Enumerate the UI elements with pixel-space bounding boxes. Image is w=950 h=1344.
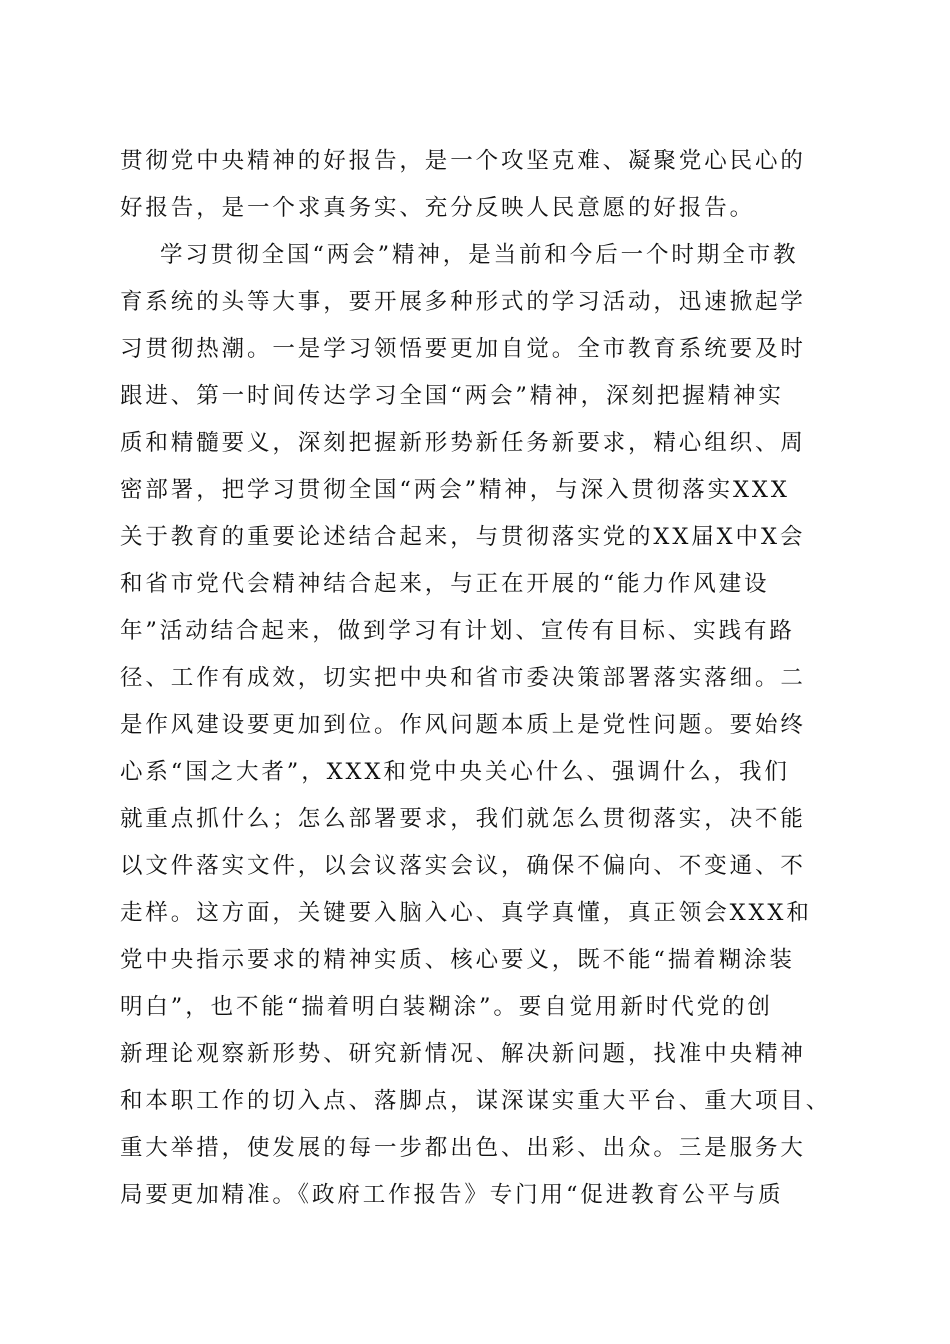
text-line: 走样。这方面，关键要入脑入心、真学真懂，真正领会XXX和 bbox=[120, 900, 812, 926]
text-line: 局要更加精准。《政府工作报告》专门用“促进教育公平与质 bbox=[120, 1182, 784, 1208]
text-line: 质和精髓要义，深刻把握新形势新任务新要求，精心组织、周 bbox=[120, 430, 806, 456]
text-line: 和省市党代会精神结合起来，与正在开展的“能力作风建设 bbox=[120, 571, 770, 597]
text-line: 是作风建设要更加到位。作风问题本质上是党性问题。要始终 bbox=[120, 712, 806, 738]
text-line: 关于教育的重要论述结合起来，与贯彻落实党的XX届X中X会 bbox=[120, 524, 806, 550]
text-line: 心系“国之大者”，XXX和党中央关心什么、强调什么，我们 bbox=[120, 759, 790, 785]
text-line: 就重点抓什么；怎么部署要求，我们就怎么贯彻落实，决不能 bbox=[120, 806, 806, 832]
text-line: 贯彻党中央精神的好报告，是一个攻坚克难、凝聚党心民心的 bbox=[120, 148, 806, 174]
text-line: 年”活动结合起来，做到学习有计划、宣传有目标、实践有路 bbox=[120, 618, 795, 644]
paragraph-first-line: 学习贯彻全国“两会”精神，是当前和今后一个时期全市教 bbox=[160, 242, 799, 268]
text-line: 以文件落实文件，以会议落实会议，确保不偏向、不变通、不 bbox=[120, 853, 806, 879]
text-line: 好报告，是一个求真务实、充分反映人民意愿的好报告。 bbox=[120, 195, 756, 221]
text-line: 重大举措，使发展的每一步都出色、出彩、出众。三是服务大 bbox=[120, 1135, 806, 1161]
text-line: 和本职工作的切入点、落脚点，谋深谋实重大平台、重大项目、 bbox=[120, 1088, 832, 1114]
text-line: 跟进、第一时间传达学习全国“两会”精神，深刻把握精神实 bbox=[120, 383, 784, 409]
text-line: 党中央指示要求的精神实质、核心要义，既不能“揣着糊涂装 bbox=[120, 947, 795, 973]
text-line: 新理论观察新形势、研究新情况、解决新问题，找准中央精神 bbox=[120, 1041, 806, 1067]
text-line: 育系统的头等大事，要开展多种形式的学习活动，迅速掀起学 bbox=[120, 289, 806, 315]
text-line: 习贯彻热潮。一是学习领悟要更加自觉。全市教育系统要及时 bbox=[120, 336, 806, 362]
text-line: 明白”，也不能“揣着明白装糊涂”。要自觉用新时代党的创 bbox=[120, 994, 773, 1020]
text-line: 径、工作有成效，切实把中央和省市委决策部署落实落细。二 bbox=[120, 665, 806, 691]
text-line: 密部署，把学习贯彻全国“两会”精神，与深入贯彻落实XXX bbox=[120, 477, 790, 503]
